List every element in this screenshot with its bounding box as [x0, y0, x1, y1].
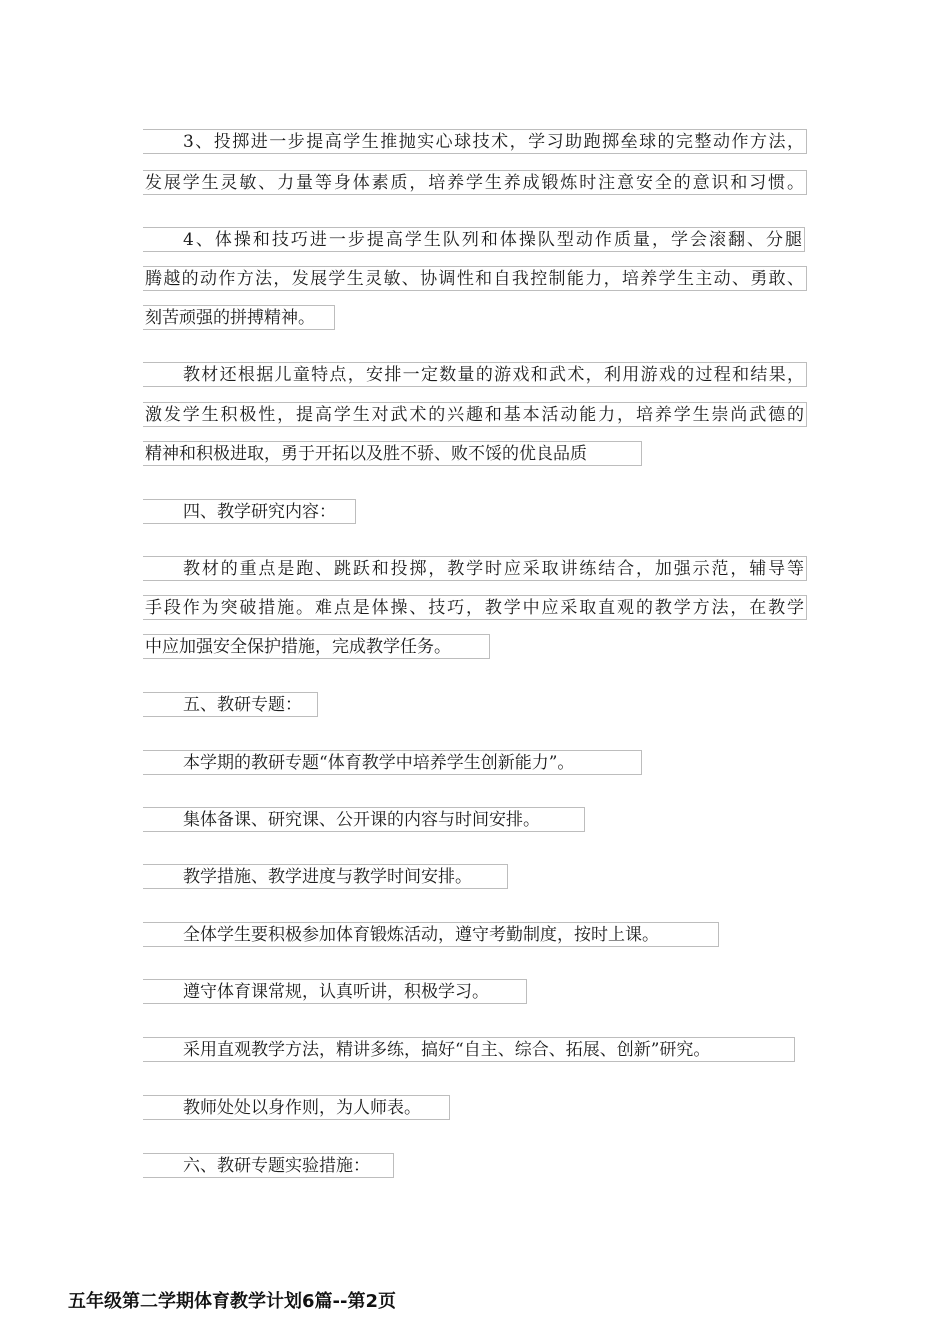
paragraph-games-line-3: 精神和积极进取，勇于开拓以及胜不骄、败不馁的优良品质: [143, 441, 642, 466]
paragraph-rules: 遵守体育课常规，认真听讲，积极学习。: [143, 979, 527, 1004]
paragraph-teacher: 教师处处以身作则，为人师表。: [143, 1095, 450, 1120]
paragraph-measures: 教学措施、教学进度与教学时间安排。: [143, 864, 508, 889]
page-footer: 五年级第二学期体育教学计划6篇--第2页: [68, 1291, 396, 1312]
paragraph-keypoints-line-2: 手段作为突破措施。难点是体操、技巧，教学中应采取直观的教学方法，在教学: [143, 595, 807, 620]
paragraph-throwing-line-1: 3、投掷进一步提高学生推抛实心球技术，学习助跑掷垒球的完整动作方法，: [143, 129, 807, 154]
paragraph-attendance: 全体学生要积极参加体育锻炼活动，遵守考勤制度，按时上课。: [143, 922, 719, 947]
paragraph-method: 采用直观教学方法，精讲多练，搞好“自主、综合、拓展、创新”研究。: [143, 1037, 795, 1062]
paragraph-gymnastics-line-3: 刻苦顽强的拼搏精神。: [143, 305, 335, 330]
paragraph-keypoints-line-3: 中应加强安全保护措施，完成教学任务。: [143, 634, 490, 659]
paragraph-games-line-2: 激发学生积极性，提高学生对武术的兴趣和基本活动能力，培养学生崇尚武德的: [143, 402, 807, 427]
paragraph-gymnastics-line-1: 4、体操和技巧进一步提高学生队列和体操队型动作质量，学会滚翻、分腿: [143, 227, 805, 252]
paragraph-throwing-line-2: 发展学生灵敏、力量等身体素质，培养学生养成锻炼时注意安全的意识和习惯。: [143, 170, 807, 195]
paragraph-topic: 本学期的教研专题“体育教学中培养学生创新能力”。: [143, 750, 642, 775]
heading-research-topic: 五、教研专题：: [143, 692, 318, 717]
paragraph-lesson-prep: 集体备课、研究课、公开课的内容与时间安排。: [143, 807, 585, 832]
paragraph-keypoints-line-1: 教材的重点是跑、跳跃和投掷，教学时应采取讲练结合，加强示范，辅导等: [143, 556, 807, 581]
heading-research-content: 四、教学研究内容：: [143, 499, 356, 524]
paragraph-gymnastics-line-2: 腾越的动作方法，发展学生灵敏、协调性和自我控制能力，培养学生主动、勇敢、: [143, 266, 807, 291]
paragraph-games-line-1: 教材还根据儿童特点，安排一定数量的游戏和武术，利用游戏的过程和结果，: [143, 362, 807, 387]
heading-experiment-measures: 六、教研专题实验措施：: [143, 1153, 394, 1178]
